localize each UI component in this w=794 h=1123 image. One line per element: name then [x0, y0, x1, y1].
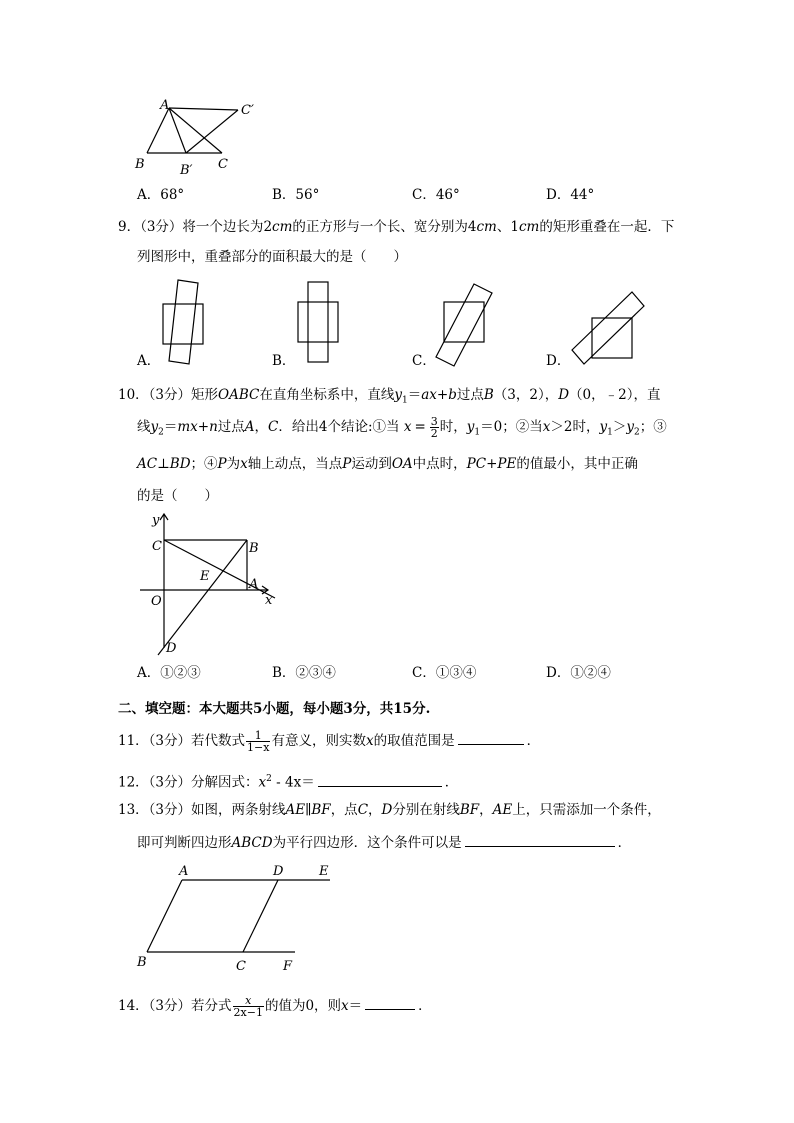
- q13-period: ．: [617, 835, 632, 851]
- q13-label-c: C: [236, 959, 246, 974]
- q13-abcd: ABCD: [231, 835, 273, 851]
- q13-figure: [135, 862, 345, 977]
- q10-l2-pass: 过点: [217, 419, 245, 435]
- q12: [118, 770, 458, 792]
- q13-comma2: ，: [479, 802, 493, 818]
- q14-var: x: [341, 998, 349, 1014]
- q8-option-d: D．44°: [546, 187, 595, 203]
- q10-label-a: A: [249, 577, 259, 592]
- q9-option-a: A．: [137, 353, 161, 369]
- q10-oabc: OABC: [218, 387, 260, 403]
- q13-d: D: [381, 802, 393, 818]
- q14-answer-blank[interactable]: [365, 995, 415, 1010]
- q11-var: x: [365, 733, 374, 749]
- q11-period: ．: [526, 733, 541, 749]
- q13-pt: ，点: [330, 802, 358, 818]
- q10-c2-y1: y: [599, 419, 608, 435]
- q10-label-y: y: [152, 513, 160, 528]
- q9-line2: 列图形中，重叠部分的面积最大的是（ ）: [137, 249, 407, 265]
- q10-pcpe: PC+PE: [466, 456, 517, 472]
- q13-ae2: AE: [492, 802, 513, 818]
- q13-label-a: A: [179, 864, 189, 879]
- q9-u3: cm: [518, 219, 540, 235]
- q13-prefix: 13．（3分）如图，两条射线: [118, 802, 286, 818]
- q8-label-c-prime: C′: [241, 103, 254, 118]
- q9-option-c: C．: [412, 353, 436, 369]
- q10-label-x: x: [265, 593, 273, 608]
- q12-prefix: 12．（3分）分解因式：: [118, 774, 259, 791]
- q13-ae: AE: [285, 802, 306, 818]
- q14-frac-den: 2x−1: [233, 1006, 263, 1019]
- q8-option-b: B．56°: [272, 187, 320, 203]
- q9-end1: 的矩形重叠在一起．下: [539, 219, 675, 235]
- q9-option-d: D．: [546, 353, 571, 369]
- q10-c2: ②当: [515, 419, 543, 435]
- q10-fraction: [430, 416, 439, 439]
- q13-line1: [118, 801, 661, 819]
- q14-mid: 的值为0，则: [264, 998, 342, 1014]
- q13-label-e: E: [319, 864, 329, 879]
- q10-oa: OA: [391, 456, 413, 472]
- q10-pt-d: D: [558, 387, 570, 403]
- q10-pt-b: B: [483, 387, 494, 403]
- q13-c: C: [357, 802, 369, 818]
- q10-c1-y: y: [466, 419, 475, 435]
- q12-period: ．: [444, 774, 459, 791]
- q10-gt: ＞: [612, 419, 627, 435]
- q10-label-o: O: [151, 594, 162, 609]
- q9-figure-d: [568, 290, 678, 370]
- q12-expr-rest: - 4x＝: [271, 774, 315, 791]
- q9-u1: cm: [272, 219, 293, 235]
- q10-c2-y2: y: [626, 419, 634, 435]
- q10-move-to: 运动到: [351, 456, 392, 472]
- q10-c4-x: x: [240, 456, 248, 472]
- q10-label-e: E: [200, 569, 210, 584]
- q14-period: ．: [418, 998, 432, 1014]
- q10-l2-line: 线: [137, 419, 151, 435]
- q10-c2-sub1: 1: [607, 427, 613, 438]
- q12-expr-exp: 2: [266, 774, 272, 784]
- q10-mxn: mx+n: [177, 419, 218, 435]
- q11-prefix: 11．（3分）若代数式: [118, 733, 246, 749]
- q10-semi2: ；: [190, 456, 205, 472]
- q10-option-d: D．①②④: [546, 665, 611, 681]
- q11-mid: 有意义，则实数: [271, 733, 366, 749]
- q13-line2-end: 为平行四边形．这个条件可以是: [272, 835, 462, 851]
- q10-y2: y: [150, 419, 159, 435]
- q10-l1-prefix: 10．（3分）矩形: [118, 387, 219, 403]
- q8-label-b: B: [135, 157, 145, 172]
- q10-l1-eq: ＝: [407, 387, 422, 403]
- q13-comma: ，: [368, 802, 382, 818]
- q9-mid1: 的正方形与一个长、宽分别为: [292, 219, 468, 235]
- q11: [118, 730, 540, 753]
- q8-label-c: C: [218, 157, 228, 172]
- q13-line2-pre: 即可判断四边形: [137, 835, 232, 851]
- q14: [118, 995, 432, 1018]
- q10-axb: ax+b: [421, 387, 457, 403]
- q8-figure: [130, 96, 270, 176]
- q11-fraction: [246, 730, 270, 753]
- q10-option-a: A．①②③: [137, 665, 201, 681]
- q8-option-c: C．46°: [412, 187, 460, 203]
- q10-option-c: C．①③④: [412, 665, 477, 681]
- q10-option-b: B．②③④: [272, 665, 336, 681]
- q10-frac-num: 3: [430, 415, 438, 428]
- q14-eq: ＝: [348, 998, 363, 1014]
- q9-option-b: B．: [272, 353, 296, 369]
- q9-u2: cm: [476, 219, 497, 235]
- q10-acbd: AC⊥BD: [137, 456, 191, 472]
- q13-label-d: D: [273, 864, 284, 879]
- q14-frac-num: x: [245, 994, 252, 1007]
- q10-c2-sub2: 2: [633, 427, 640, 438]
- q10-gt2: ＞2时，: [550, 419, 600, 435]
- q10-pt-b-coords: （3，2），: [493, 387, 559, 403]
- q10-line4: 的是（ ）: [137, 488, 218, 504]
- q13-answer-blank[interactable]: [465, 832, 615, 847]
- q11-end: 的取值范围是: [373, 733, 455, 749]
- q10-l2-eq: ＝: [163, 419, 178, 435]
- q10-label-b: B: [249, 541, 259, 556]
- q9-prefix: 9．（3分）将一个边长为: [118, 219, 264, 235]
- q11-frac-den: 1−x: [247, 741, 270, 754]
- q10-shi: 时，: [439, 419, 467, 435]
- q10-l1-mid: 在直角坐标系中，直线: [259, 387, 395, 403]
- q10-line2: [137, 416, 667, 442]
- q13-par: ∥: [305, 802, 312, 818]
- q10-c4: ④: [204, 456, 218, 472]
- q8-label-b-prime: B′: [180, 163, 193, 178]
- q9-sep: 、: [496, 219, 511, 235]
- q10-y1: y: [394, 387, 402, 403]
- q10-p: P: [217, 456, 227, 472]
- q9-figure-a: [160, 278, 210, 368]
- q10-figure: [140, 510, 300, 660]
- q10-wei: 为: [226, 456, 241, 472]
- q10-c1-x: x: [403, 419, 412, 435]
- q10-c3: ③: [653, 419, 667, 435]
- q12-expr-base: x: [258, 774, 267, 791]
- q10-mid-pt: 中点时，: [412, 456, 467, 472]
- q11-answer-blank[interactable]: [458, 730, 524, 745]
- q13-on: 分别在射线: [392, 802, 460, 818]
- q10-l2-give: ．给出4个结论:: [278, 419, 373, 435]
- q10-frac-den: 2: [430, 427, 438, 440]
- q13-line2: [137, 832, 631, 852]
- q10-comma: ，: [254, 419, 269, 435]
- q10-pt-d-coords: （0，﹣2），直: [569, 387, 661, 403]
- q10-c2-x: x: [542, 419, 551, 435]
- q13-label-b: B: [137, 955, 147, 970]
- q12-answer-blank[interactable]: [318, 772, 442, 787]
- q14-prefix: 14．（3分）若分式: [118, 998, 232, 1014]
- q9-v1: 2: [263, 219, 273, 235]
- q10-line3: [137, 455, 638, 473]
- q10-sub2: 2: [158, 427, 164, 438]
- q13-bf2: BF: [459, 802, 480, 818]
- q10-x-axis: 轴上动点，当点: [247, 456, 343, 472]
- q10-min-end: 的值最小，其中正确: [516, 456, 638, 472]
- q10-c1: ①当: [372, 419, 400, 435]
- q8-option-a: A．68°: [137, 187, 185, 203]
- q10-p2: P: [342, 456, 352, 472]
- q9-figure-c: [440, 282, 500, 372]
- q10-line1: [118, 386, 660, 410]
- q10-c1-sub: 1: [474, 427, 481, 438]
- q8-label-a: A: [160, 98, 170, 113]
- q10-c1-eq: =: [414, 419, 426, 435]
- q9-line1: [118, 218, 674, 236]
- q13-bf: BF: [311, 802, 331, 818]
- q11-frac-num: 1: [254, 729, 262, 742]
- q10-l1-pass: 过点: [456, 387, 484, 403]
- q13-label-f: F: [283, 959, 293, 974]
- q13-end: 上，只需添加一个条件，: [512, 802, 661, 818]
- q10-semi: ；: [639, 419, 654, 435]
- q9-v3: 1: [510, 219, 519, 235]
- q10-label-d: D: [166, 641, 177, 656]
- q10-y1-eq0: ＝0；: [480, 419, 516, 435]
- q9-v2: 4: [467, 219, 477, 235]
- q14-fraction: [233, 995, 264, 1018]
- q10-pt-a: A: [244, 419, 255, 435]
- q10-label-c: C: [152, 539, 162, 554]
- q9-figure-b: [296, 278, 346, 368]
- section-2-title: 二、填空题：本大题共5小题，每小题3分，共15分.: [118, 701, 431, 717]
- q10-pt-c: C: [268, 419, 279, 435]
- q10-sub1: 1: [402, 395, 408, 406]
